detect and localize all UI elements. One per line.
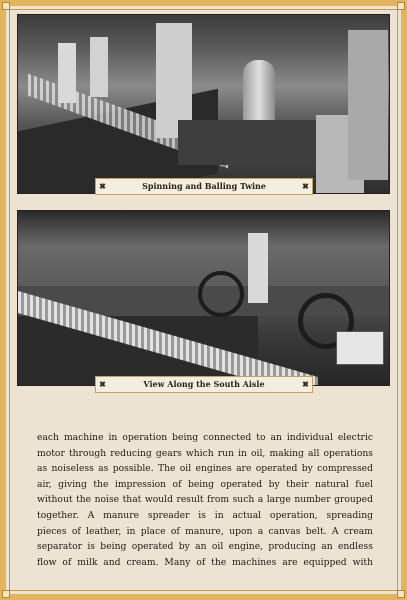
body-paragraph xyxy=(37,430,373,570)
corner-ornament-top-right xyxy=(397,2,405,10)
photo-pillar xyxy=(248,233,268,303)
photo-machinery xyxy=(178,120,318,165)
caption-text: View Along the South Aisle xyxy=(143,379,265,389)
figure-caption xyxy=(95,376,313,393)
text-line: as noiseless as possible. The oil engines are operated by compressed xyxy=(37,463,373,475)
corner-ornament-bottom-left xyxy=(2,590,10,598)
photo-pillar xyxy=(58,43,76,103)
text-line: flow of milk and cream. Many of the machines are equipped with xyxy=(37,556,373,568)
photo-pillar xyxy=(90,37,108,97)
caption-ornament-right: ✖ xyxy=(302,181,309,191)
photo-sign-board xyxy=(336,331,384,365)
figure-caption xyxy=(95,178,313,195)
photo-south-aisle xyxy=(17,210,390,386)
photo-spinning-twine xyxy=(17,14,390,194)
photo-right-pillar xyxy=(348,30,388,180)
caption-ornament-left: ✖ xyxy=(99,181,106,191)
text-line: air, giving the impression of being operated by their natural fuel xyxy=(37,478,373,490)
caption-text: Spinning and Balling Twine xyxy=(142,181,266,191)
corner-ornament-bottom-right xyxy=(397,590,405,598)
caption-ornament-left: ✖ xyxy=(99,379,106,389)
caption-ornament-right: ✖ xyxy=(302,379,309,389)
text-line: together. A manure spreader is in actual operation, spreading xyxy=(37,509,373,521)
photo-tractor-wheel xyxy=(198,271,244,317)
text-line: each machine in operation being connected to an individual electric xyxy=(37,432,373,443)
text-line: pieces of leather, in place of manure, upon a canvas belt. A cream xyxy=(37,525,373,537)
text-line: motor through reducing gears which run in oil, making all operations xyxy=(37,447,373,459)
text-line: separator is being operated by an oil engine, producing an endless xyxy=(37,541,373,553)
corner-ornament-top-left xyxy=(2,2,10,10)
text-line: without the noise that would result from such a large number grouped xyxy=(37,494,373,506)
